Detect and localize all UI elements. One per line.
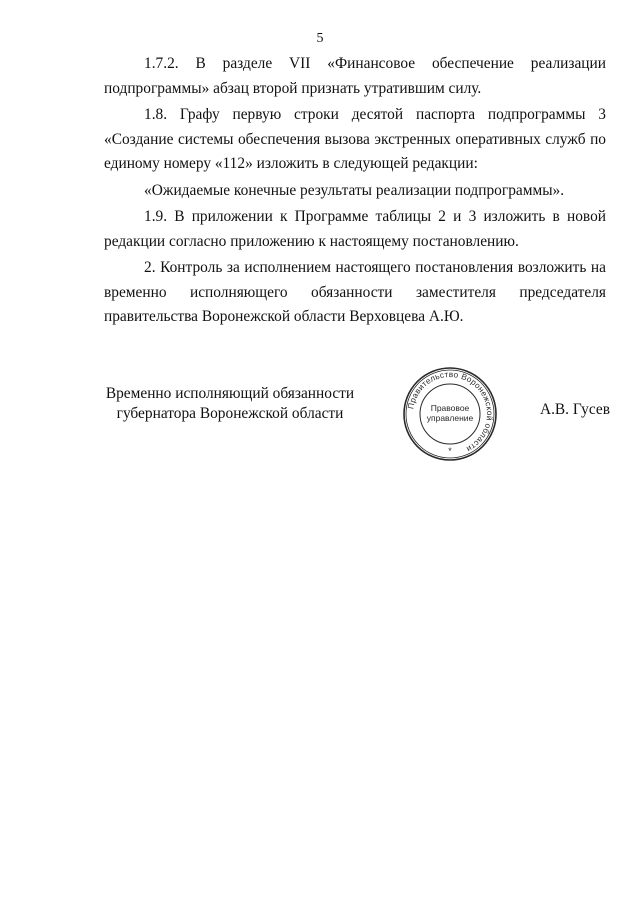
paragraph-quote: «Ожидаемые конечные результаты реализации подпрограммы». bbox=[144, 181, 565, 199]
paragraph-1-8: 1.8. Графу первую строки десятой паспорта подпрограммы 3 «Создание системы обеспечения вызова экстренных оперативных служб по единому номеру «112» изложить в следующей редакции: bbox=[104, 106, 606, 172]
stamp-center-line2: управление bbox=[426, 413, 474, 423]
signatory-position-line2: губернатора Воронежской области bbox=[116, 405, 344, 422]
stamp-star: * bbox=[448, 446, 452, 456]
document-body bbox=[104, 52, 606, 332]
stamp-seal-icon bbox=[402, 366, 498, 462]
legal-department-stamp bbox=[402, 366, 498, 462]
signatory-position bbox=[100, 384, 360, 424]
stamp-ring-text: Правительство Воронежской области bbox=[406, 369, 495, 454]
signatory-position-line1: Временно исполняющий обязанности bbox=[105, 385, 355, 402]
signatory-name: А.В. Гусев bbox=[539, 401, 610, 418]
paragraph-1-9: 1.9. В приложении к Программе таблицы 2 и 3 изложить в новой редакции согласно приложению к настоящему постановлению. bbox=[104, 208, 606, 250]
paragraph-1-7-2: 1.7.2. В разделе VII «Финансовое обеспечение реализации подпрограммы» абзац второй признать утратившим силу. bbox=[104, 55, 606, 97]
stamp-center-line1: Правовое bbox=[430, 403, 470, 413]
paragraph-2: 2. Контроль за исполнением настоящего постановления возложить на временно исполняющего обязанности заместителя председателя правительства Воронежской области Верховцева А.Ю. bbox=[104, 259, 606, 325]
page-number: 5 bbox=[316, 31, 324, 46]
